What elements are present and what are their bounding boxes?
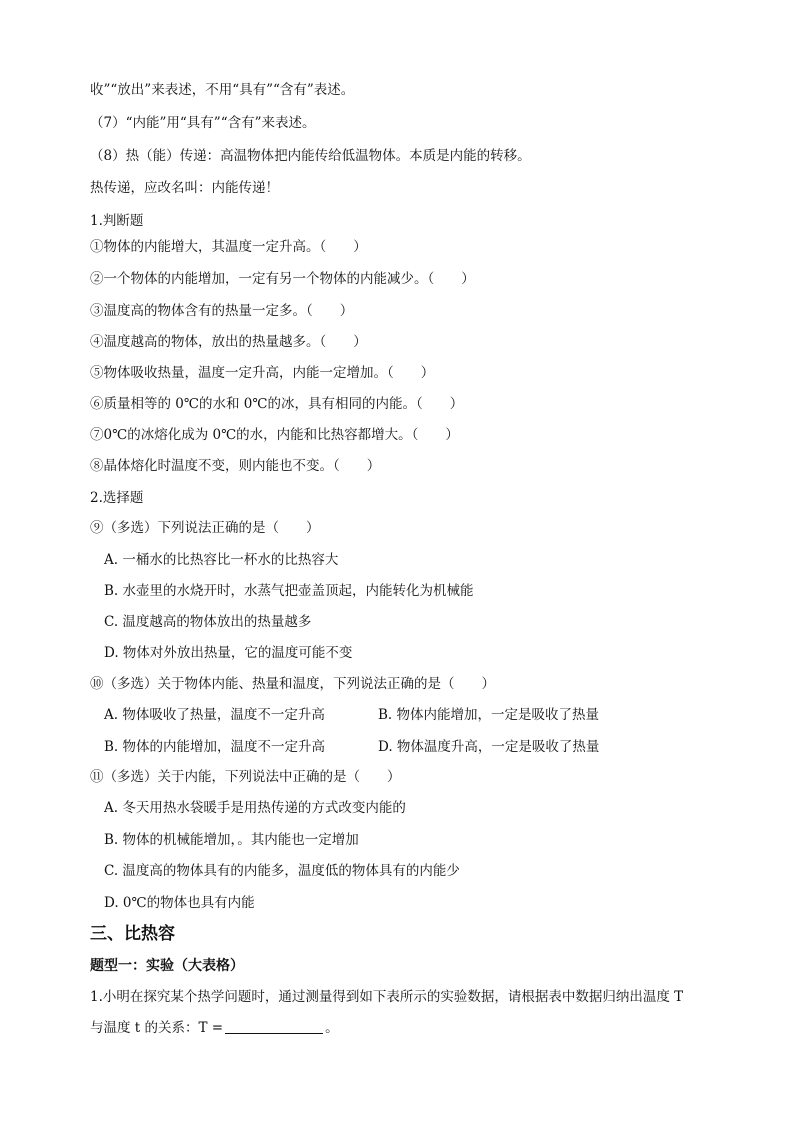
question-9-option: A. 一桶水的比热容比一杯水的比热容大	[104, 552, 339, 568]
experiment-question-line-1: 1.小明在探究某个热学问题时，通过测量得到如下表所示的实验数据，请根据表中数据归纳出温度 T	[90, 989, 684, 1005]
question-9-option: C. 温度越高的物体放出的热量越多	[104, 614, 312, 630]
question-10-stem: ⑩（多选）关于物体内能、热量和温度，下列说法正确的是（ ）	[90, 676, 495, 692]
relation-prefix: 与温度 t 的关系：T =	[90, 1020, 224, 1036]
experiment-question-line-2	[90, 1018, 339, 1038]
judge-item: ①物体的内能增大，其温度一定升高。（ ）	[90, 239, 367, 255]
question-type-heading: 题型一：实验（大表格）	[90, 958, 244, 974]
judge-item: ⑥质量相等的 0℃的水和 0℃的冰，具有相同的内能。（ ）	[90, 396, 464, 412]
question-10-option: D. 物体温度升高，一定是吸收了热量	[378, 739, 600, 755]
intro-line-2: （7）“内能”用“具有”“含有”来表述。	[90, 115, 316, 131]
question-9-stem: ⑨（多选）下列说法正确的是（ ）	[90, 520, 320, 536]
judge-item: ②一个物体的内能增加，一定有另一个物体的内能减少。（ ）	[90, 271, 475, 287]
intro-line-3: （8）热（能）传递：高温物体把内能传给低温物体。本质是内能的转移。	[90, 148, 531, 164]
question-11-stem: ⑪（多选）关于内能，下列说法中正确的是（ ）	[90, 769, 401, 785]
question-10-option: B. 物体内能增加，一定是吸收了热量	[378, 707, 600, 723]
question-11-option: B. 物体的机械能增加，。其内能也一定增加	[104, 832, 359, 848]
question-10-option: B. 物体的内能增加，温度不一定升高	[104, 739, 326, 755]
question-9-option: B. 水壶里的水烧开时，水蒸气把壶盖顶起，内能转化为机械能	[104, 583, 474, 599]
choice-section-title: 2.选择题	[90, 490, 144, 506]
judge-section-title: 1.判断题	[90, 213, 144, 229]
question-11-option: C. 温度高的物体具有的内能多，温度低的物体具有的内能少	[104, 863, 460, 879]
intro-line-4: 热传递，应改名叫：内能传递！	[90, 180, 279, 196]
question-11-option: D. 0℃的物体也具有内能	[104, 895, 255, 911]
judge-item: ③温度高的物体含有的热量一定多。（ ）	[90, 303, 354, 319]
question-9-option: D. 物体对外放出热量，它的温度可能不变	[104, 645, 353, 661]
judge-item: ⑦0℃的冰熔化成为 0℃的水，内能和比热容都增大。（ ）	[90, 427, 459, 443]
judge-item: ⑤物体吸收热量，温度一定升高，内能一定增加。（ ）	[90, 365, 435, 381]
question-11-option: A. 冬天用热水袋暖手是用热传递的方式改变内能的	[104, 800, 406, 816]
question-10-option: A. 物体吸收了热量，温度不一定升高	[104, 707, 325, 723]
section-heading-specific-heat: 三、比热容	[90, 924, 175, 944]
answer-blank[interactable]	[225, 1019, 323, 1034]
intro-line-1: 收”“放出”来表述，不用“具有”“含有”表述。	[90, 82, 355, 98]
relation-suffix: 。	[325, 1020, 339, 1036]
judge-item: ④温度越高的物体，放出的热量越多。（ ）	[90, 334, 367, 350]
judge-item: ⑧晶体熔化时温度不变，则内能也不变。（ ）	[90, 458, 381, 474]
